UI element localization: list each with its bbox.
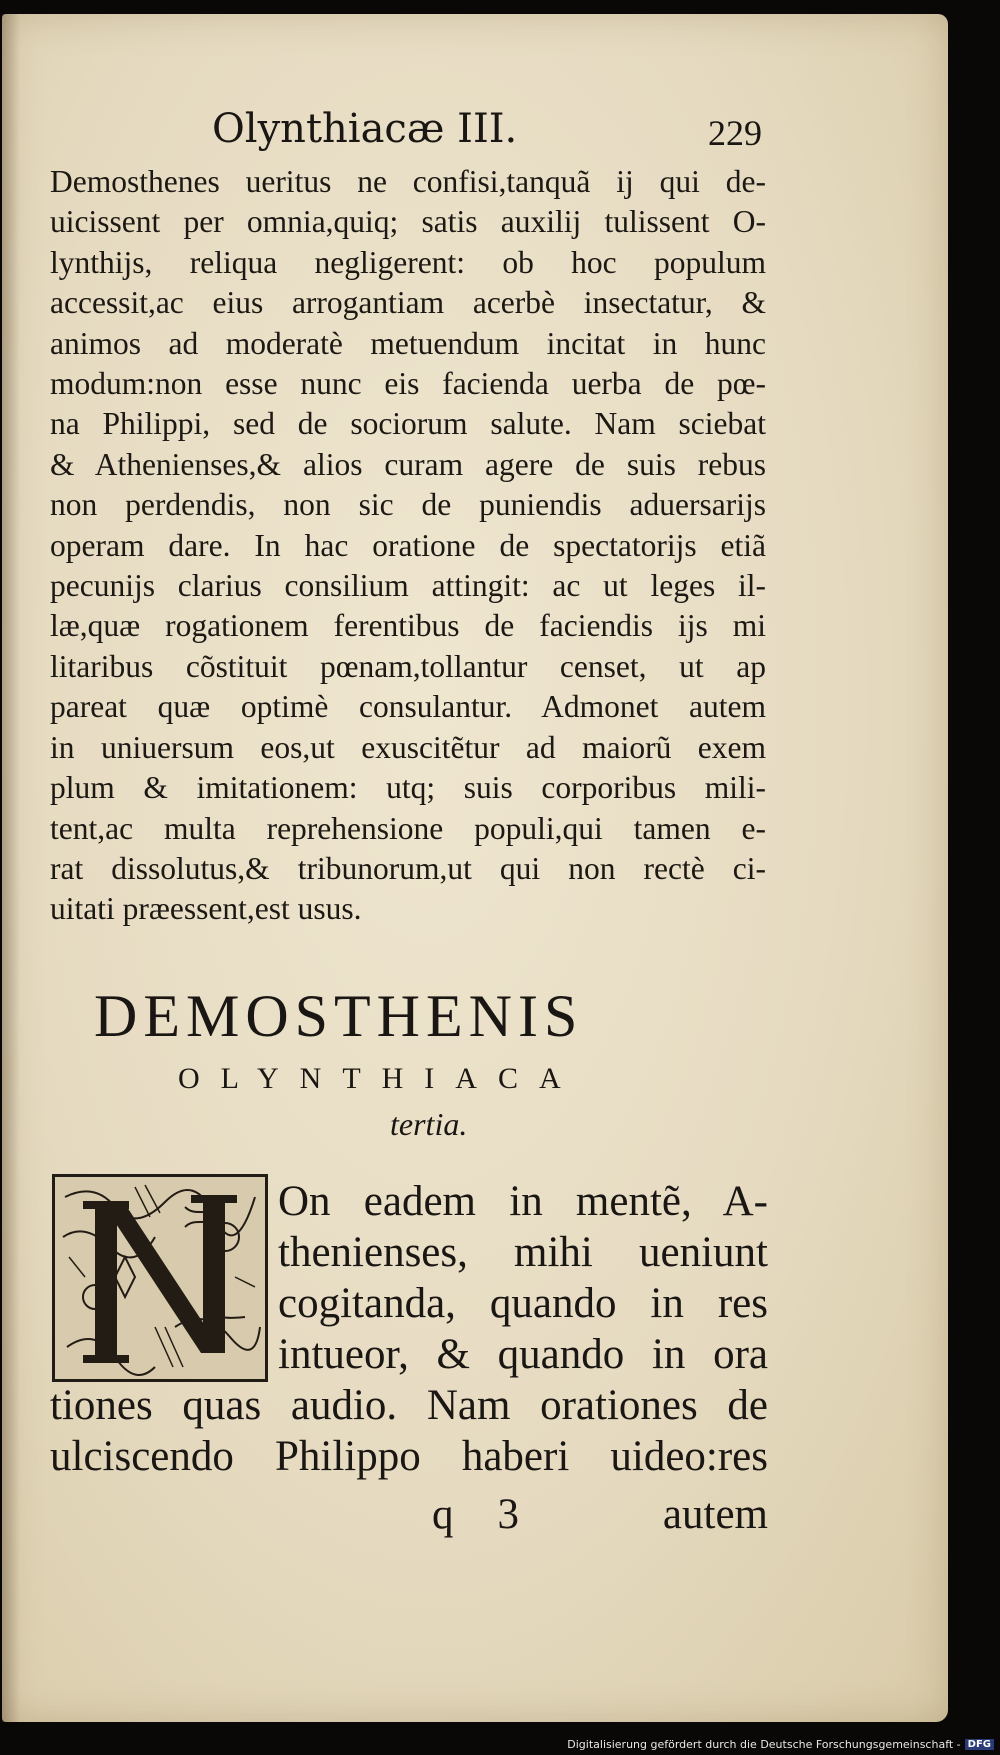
signature-mark <box>432 1490 519 1539</box>
text-line: Demosthenes ueritus ne confisi,tanquã ij qui de- <box>50 164 766 199</box>
text-line: tent,ac multa reprehensione populi,qui tamen e- <box>50 810 766 846</box>
signature-catchword-line <box>432 1490 768 1539</box>
text-line: na Philippi, sed de sociorum salute. Nam sciebat <box>50 406 766 442</box>
running-head: Olynthiacæ III. <box>212 106 518 152</box>
page-gutter-shadow <box>2 14 20 1722</box>
text-line: modum:non esse nunc eis facienda uerba de pœ- <box>50 366 766 402</box>
credit-text: Digitalisierung gefördert durch die Deutsche Forschungsgemeinschaft - <box>567 1738 961 1751</box>
text-line: pareat quæ optimè consulantur. Admonet autem <box>50 689 766 725</box>
text-line: litaribus cõstituit pœnam,tollantur censet, ut ap <box>50 648 766 684</box>
text-line: & Athenienses,& alios curam agere de suis rebus <box>50 446 766 482</box>
argument-paragraph <box>50 162 766 930</box>
section-title: DEMOSTHENIS <box>94 983 584 1049</box>
text-line: intueor, & quando in ora <box>278 1331 768 1378</box>
text-line: operam dare. In hac oratione de spectatorijs etiã <box>50 527 766 563</box>
text-line: rat dissolutus,& tribunorum,ut qui non rectè ci- <box>50 850 766 886</box>
text-line: lynthijs, reliqua negligerent: ob hoc populum <box>50 244 766 280</box>
dfg-logo-icon: DFG <box>965 1739 994 1750</box>
text-line: uicissent per omnia,quiq; satis auxilij tulissent O- <box>50 204 766 240</box>
text-line: in uniuersum eos,ut exuscitẽtur ad maiorũ exem <box>50 729 766 765</box>
signature-letter: q <box>432 1491 454 1538</box>
text-line: pecunijs clarius consilium attingit: ac ut leges il- <box>50 568 766 604</box>
text-line: plum & imitationem: utq; suis corporibus mili- <box>50 770 766 806</box>
digitization-credit <box>567 1738 994 1751</box>
page-number: 229 <box>708 113 762 153</box>
text-line: cogitanda, quando in res <box>278 1280 768 1327</box>
text-line: thenienses, mihi ueniunt <box>278 1229 768 1276</box>
text-line: tiones quas audio. Nam orationes de <box>50 1382 768 1429</box>
book-page <box>2 14 948 1722</box>
section-subtitle: OLYNTHIACA <box>178 1062 582 1095</box>
oration-opening-text <box>50 1176 768 1482</box>
text-line: animos ad moderatè metuendum incitat in hunc <box>50 325 766 361</box>
text-line: uitati præessent,est usus. <box>50 891 362 927</box>
signature-number: 3 <box>497 1491 519 1538</box>
text-line: læ,quæ rogationem ferentibus de faciendis ijs mi <box>50 608 766 644</box>
text-line: non perdendis, non sic de puniendis aduersarijs <box>50 487 766 523</box>
text-line: On eadem in mentẽ, A- <box>278 1178 768 1225</box>
text-line: accessit,ac eius arrogantiam acerbè insectatur, & <box>50 285 766 321</box>
catchword: autem <box>662 1491 768 1538</box>
section-subtitle-italic: tertia. <box>390 1106 468 1142</box>
text-line: ulciscendo Philippo haberi uideo:res <box>50 1433 768 1480</box>
